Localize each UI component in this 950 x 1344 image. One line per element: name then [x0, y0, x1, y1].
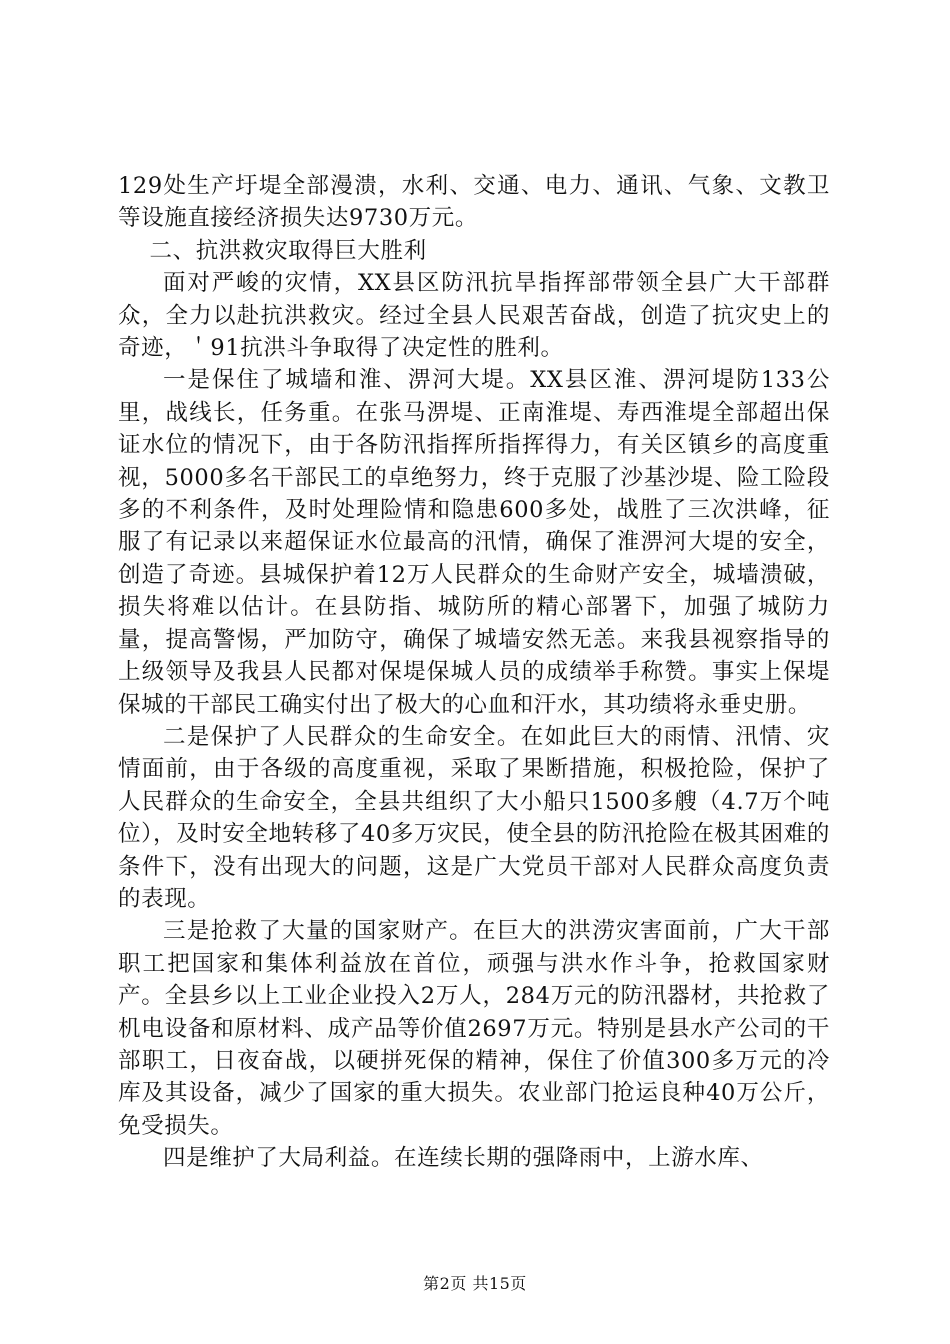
section-heading: 二、抗洪救灾取得巨大胜利 — [149, 237, 427, 264]
paragraph-point-three: 三是抢救了大量的国家财产。在巨大的洪涝灾害面前，广大干部职工把国家和集体利益放在首位，顽强与洪水作斗争，抢救国家财产。全县乡以上工业企业投入2万人，284万元的防汛器材，共抢救了机电设备和原材料、成产品等价值2697万元。特别是县水产公司的干部职工，日夜奋战，以硬拼死保的精神，保住了价值300多万元的冷库及其设备，减少了国家的重大损失。农业部门抢运良种40万公斤，免受损失。 — [118, 918, 830, 1139]
page-number-footer: 第2页 共15页 — [423, 1274, 527, 1293]
paragraph-point-two: 二是保护了人民群众的生命安全。在如此巨大的雨情、汛情、灾情面前，由于各级的高度重视，采取了果断措施，积极抢险，保护了人民群众的生命安全，全县共组织了大小船只1500多艘（4.7万个吨位），及时安全地转移了40多万灾民，使全县的防汛抢险在极其困难的条件下，没有出现大的问题，这是广大党员干部对人民群众高度负责的表现。 — [118, 723, 830, 912]
document-body — [118, 170, 830, 1175]
paragraph-point-one: 一是保住了城墙和淮、淠河大堤。XX县区淮、淠河堤防133公里，战线长，任务重。在张马淠堤、正南淮堤、寿西淮堤全部超出保证水位的情况下，由于各防汛指挥所指挥得力，有关区镇乡的高度重视，5000多名干部民工的卓绝努力，终于克服了沙基沙堤、险工险段多的不利条件，及时处理险情和隐患600多处，战胜了三次洪峰，征服了有记录以来超保证水位最高的汛情，确保了淮淠河大堤的安全，创造了奇迹。县城保护着12万人民群众的生命财产安全，城墙溃破，损失将难以估计。在县防指、城防所的精心部署下，加强了城防力量，提高警惕，严加防守，确保了城墙安然无恙。来我县视察指导的上级领导及我县人民都对保堤保城人员的成绩举手称赞。事实上保堤保城的干部民工确实付出了极大的心血和汗水，其功绩将永垂史册。 — [118, 367, 830, 718]
paragraph-loss-summary: 129处生产圩堤全部漫溃，水利、交通、电力、通讯、气象、文教卫等设施直接经济损失达9730万元。 — [118, 173, 830, 232]
paragraph-intro: 面对严峻的灾情，XX县区防汛抗旱指挥部带领全县广大干部群众，全力以赴抗洪救灾。经过全县人民艰苦奋战，创造了抗灾史上的奇迹，＇91抗洪斗争取得了决定性的胜利。 — [118, 270, 830, 362]
paragraph-point-four: 四是维护了大局利益。在连续长期的强降雨中，上游水库、 — [163, 1145, 764, 1172]
